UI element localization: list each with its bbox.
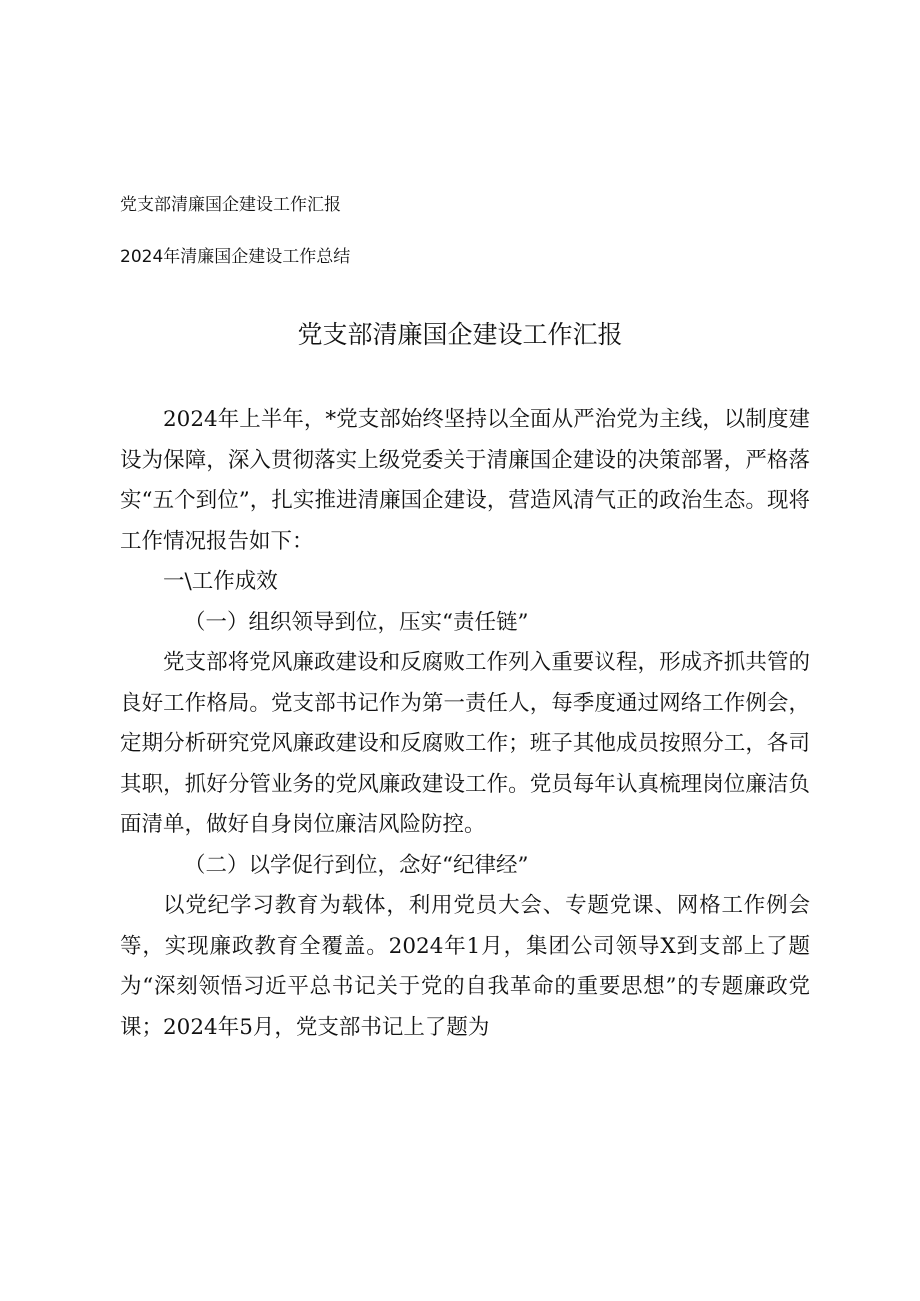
toc-line-2: 2024年清廉国企建设工作总结	[120, 247, 351, 267]
section-heading-1: 一\工作成效	[163, 569, 278, 594]
toc-line-1: 党支部清廉国企建设工作汇报	[120, 195, 341, 215]
paragraph-1: 党支部将党风廉政建设和反腐败工作列入重要议程，形成齐抓共管的良好工作格局。党支部书记作为第一责任人，每季度通过网络工作例会，定期分析研究党风廉政建设和反腐败工作；班子其他成员按照分工，各司其职，抓好分管业务的党风廉政建设工作。党员每年认真梳理岗位廉洁负面清单，做好自身岗位廉洁风险防控。	[120, 650, 810, 837]
subsection-heading-1: （一）组织领导到位，压实“责任链”	[184, 609, 529, 635]
paragraph-2: 以党纪学习教育为载体，利用党员大会、专题党课、网格工作例会等，实现廉政教育全覆盖。2024年1月，集团公司领导X到支部上了题为“深刻领悟习近平总书记关于党的自我革命的重要思想”的专题廉政党课；2024年5月，党支部书记上了题为	[120, 893, 810, 1040]
subsection-heading-2: （二）以学促行到位，念好“纪律经”	[184, 852, 529, 878]
document-body	[120, 400, 810, 1048]
document-title: 党支部清廉国企建设工作汇报	[297, 320, 623, 349]
intro-paragraph: 2024年上半年，*党支部始终坚持以全面从严治党为主线，以制度建设为保障，深入贯彻落实上级党委关于清廉国企建设的决策部署，严格落实“五个到位”，扎实推进清廉国企建设，营造风清气正的政治生态。现将工作情况报告如下：	[120, 407, 810, 554]
